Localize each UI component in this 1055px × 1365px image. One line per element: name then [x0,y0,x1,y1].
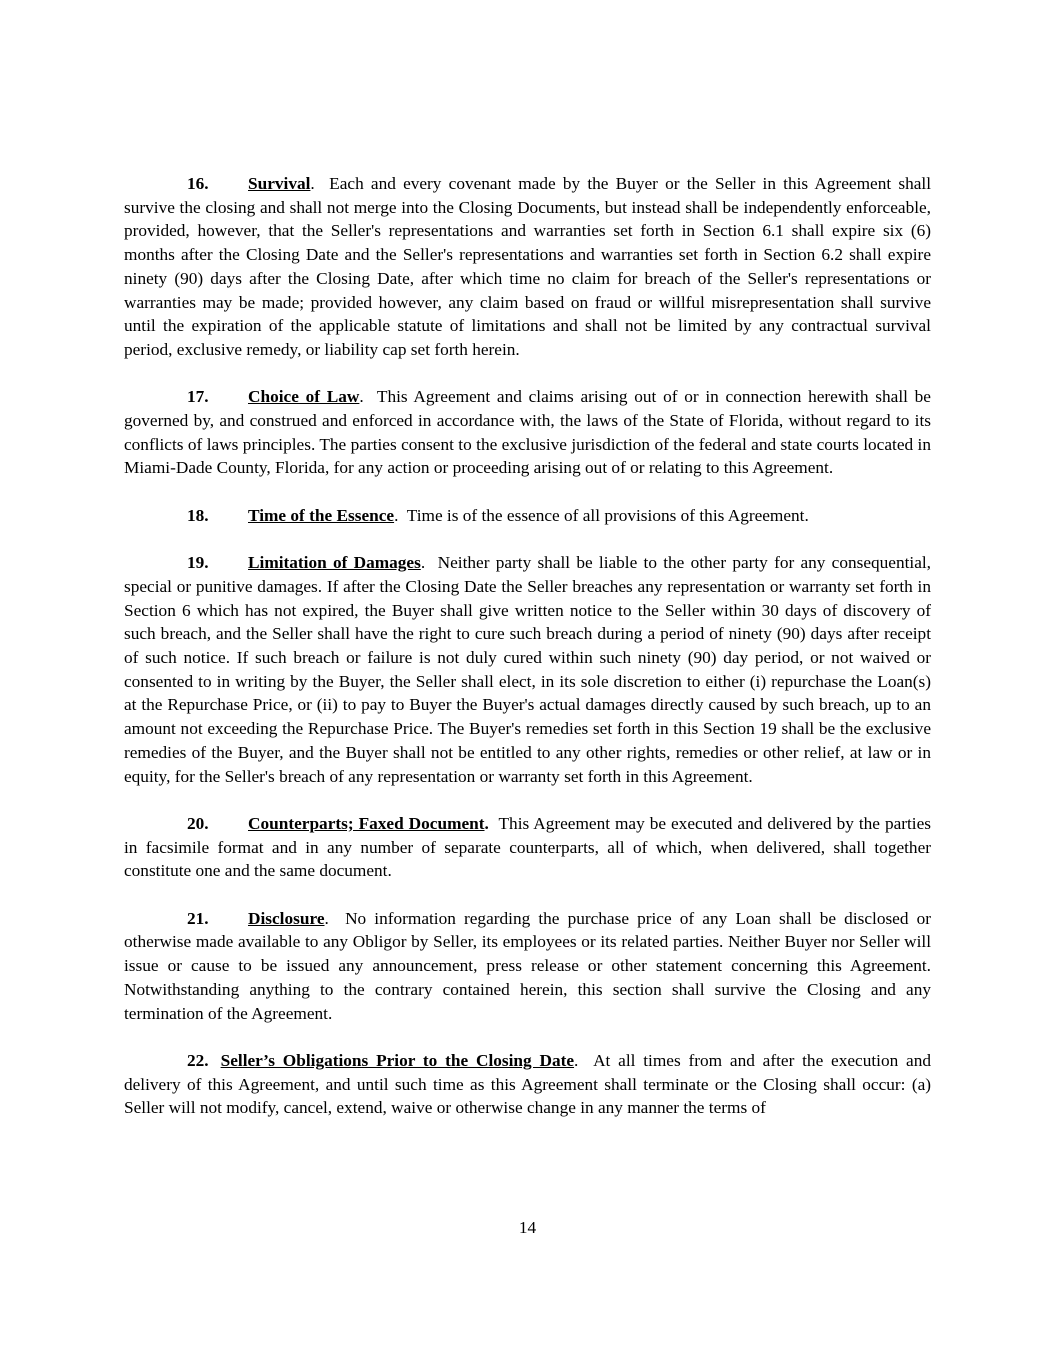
heading-punctuation: . [484,813,489,833]
section-body: Time is of the essence of all provisions of this Agreement. [406,505,809,525]
section-19 [124,551,931,788]
section-body: At all times from and after the execution and delivery of this Agreement, and until such time as this Agreement shall terminate or the Closing shall occur: (a) Seller will not modify, cancel, extend, waive or otherwise change in any manner the terms of [124,1050,931,1118]
section-number: 16. [187,174,209,193]
section-number: 19. [187,553,209,573]
heading-punctuation: . [420,553,426,573]
section-22 [124,1049,931,1120]
section-number: 17. [187,387,209,407]
section-body: This Agreement may be executed and delivered by the parties in facsimile format and in any number of separate counterparts, all of which, when delivered, shall together constitute one and the same document. [124,813,932,881]
section-heading: Disclosure [248,908,325,928]
heading-punctuation: . [394,505,399,525]
section-18 [124,504,931,528]
section-20 [124,812,931,883]
section-heading: Counterparts; Faxed Document [248,813,485,833]
document-page [124,172,931,1144]
section-body: Each and every covenant made by the Buyer or the Seller in this Agreement shall survive the closing and shall not merge into the Closing Documents, but instead shall be independently enforceable, provided, however, that the Seller's representations and warranties set forth in Section 6.1 shall expire six (6) months after the Closing Date and the Seller's representations and warranties set forth in Section 6.2 shall expire ninety (90) days after the Closing Date, after which time no claim for breach of the Seller's representations or warranties may be made; provided however, any claim based on fraud or willful misrepresentation shall survive until the expiration of the applicable statute of limitations and shall not be limited by any contractual survival period, exclusive remedy, or liability cap set forth herein. [124,174,931,359]
section-number: 22. [187,1050,209,1070]
section-number: 18. [187,505,209,525]
section-body: No information regarding the purchase price of any Loan shall be disclosed or otherwise made available to any Obligor by Seller, its employees or its related parties. Neither Buyer nor Seller will issue or cause to be issued any announcement, press release or other statement concerning this Agreement. Notwithstanding anything to the contrary contained herein, this section shall survive the Closing and any termination of the Agreement. [124,908,932,1023]
heading-punctuation: . [359,387,364,407]
heading-punctuation: . [310,174,315,193]
heading-punctuation: . [324,908,329,928]
section-body: Neither party shall be liable to the other party for any consequential, special or punitive damages. If after the Closing Date the Seller breaches any representation or warranty set forth in Section 6 which has not expired, the Buyer shall give written notice to the Seller within 30 days of discovery of such breach, and the Seller shall have the right to cure such breach during a period of ninety (90) days after receipt of such notice. If such breach or failure is not duly cured within such ninety (90) day period, or not waived or consented to in writing by the Buyer, the Seller shall elect, in its sole discretion to either (i) repurchase the Loan(s) at the Repurchase Price, or (ii) to pay to Buyer the Buyer's actual damages directly caused by such breach, up to an amount not exceeding the Repurchase Price. The Buyer's remedies set forth in this Section 19 shall be the exclusive remedies of the Buyer, and the Buyer shall not be entitled to any other rights, remedies or other relief, at law or in equity, for the Seller's breach of any representation or warranty set forth in this Agreement. [124,553,931,786]
section-21 [124,907,931,1026]
section-17 [124,385,931,480]
section-heading: Time of the Essence [248,505,395,525]
section-16 [124,172,931,362]
section-heading: Survival [248,174,311,193]
section-number: 21. [187,908,209,928]
section-heading: Seller’s Obligations Prior to the Closing Date [220,1050,575,1070]
section-number: 20. [187,813,209,833]
section-body: This Agreement and claims arising out of or in connection herewith shall be governed by, and construed and enforced in accordance with, the laws of the State of Florida, without regard to its conflicts of laws principles. The parties consent to the exclusive jurisdiction of the federal and state courts located in Miami-Dade County, Florida, for any action or proceeding arising out of or relating to this Agreement. [124,387,931,478]
page-number: 14 [518,1218,537,1237]
section-heading: Choice of Law [248,387,360,407]
section-heading: Limitation of Damages [248,553,421,573]
heading-punctuation: . [574,1050,579,1070]
